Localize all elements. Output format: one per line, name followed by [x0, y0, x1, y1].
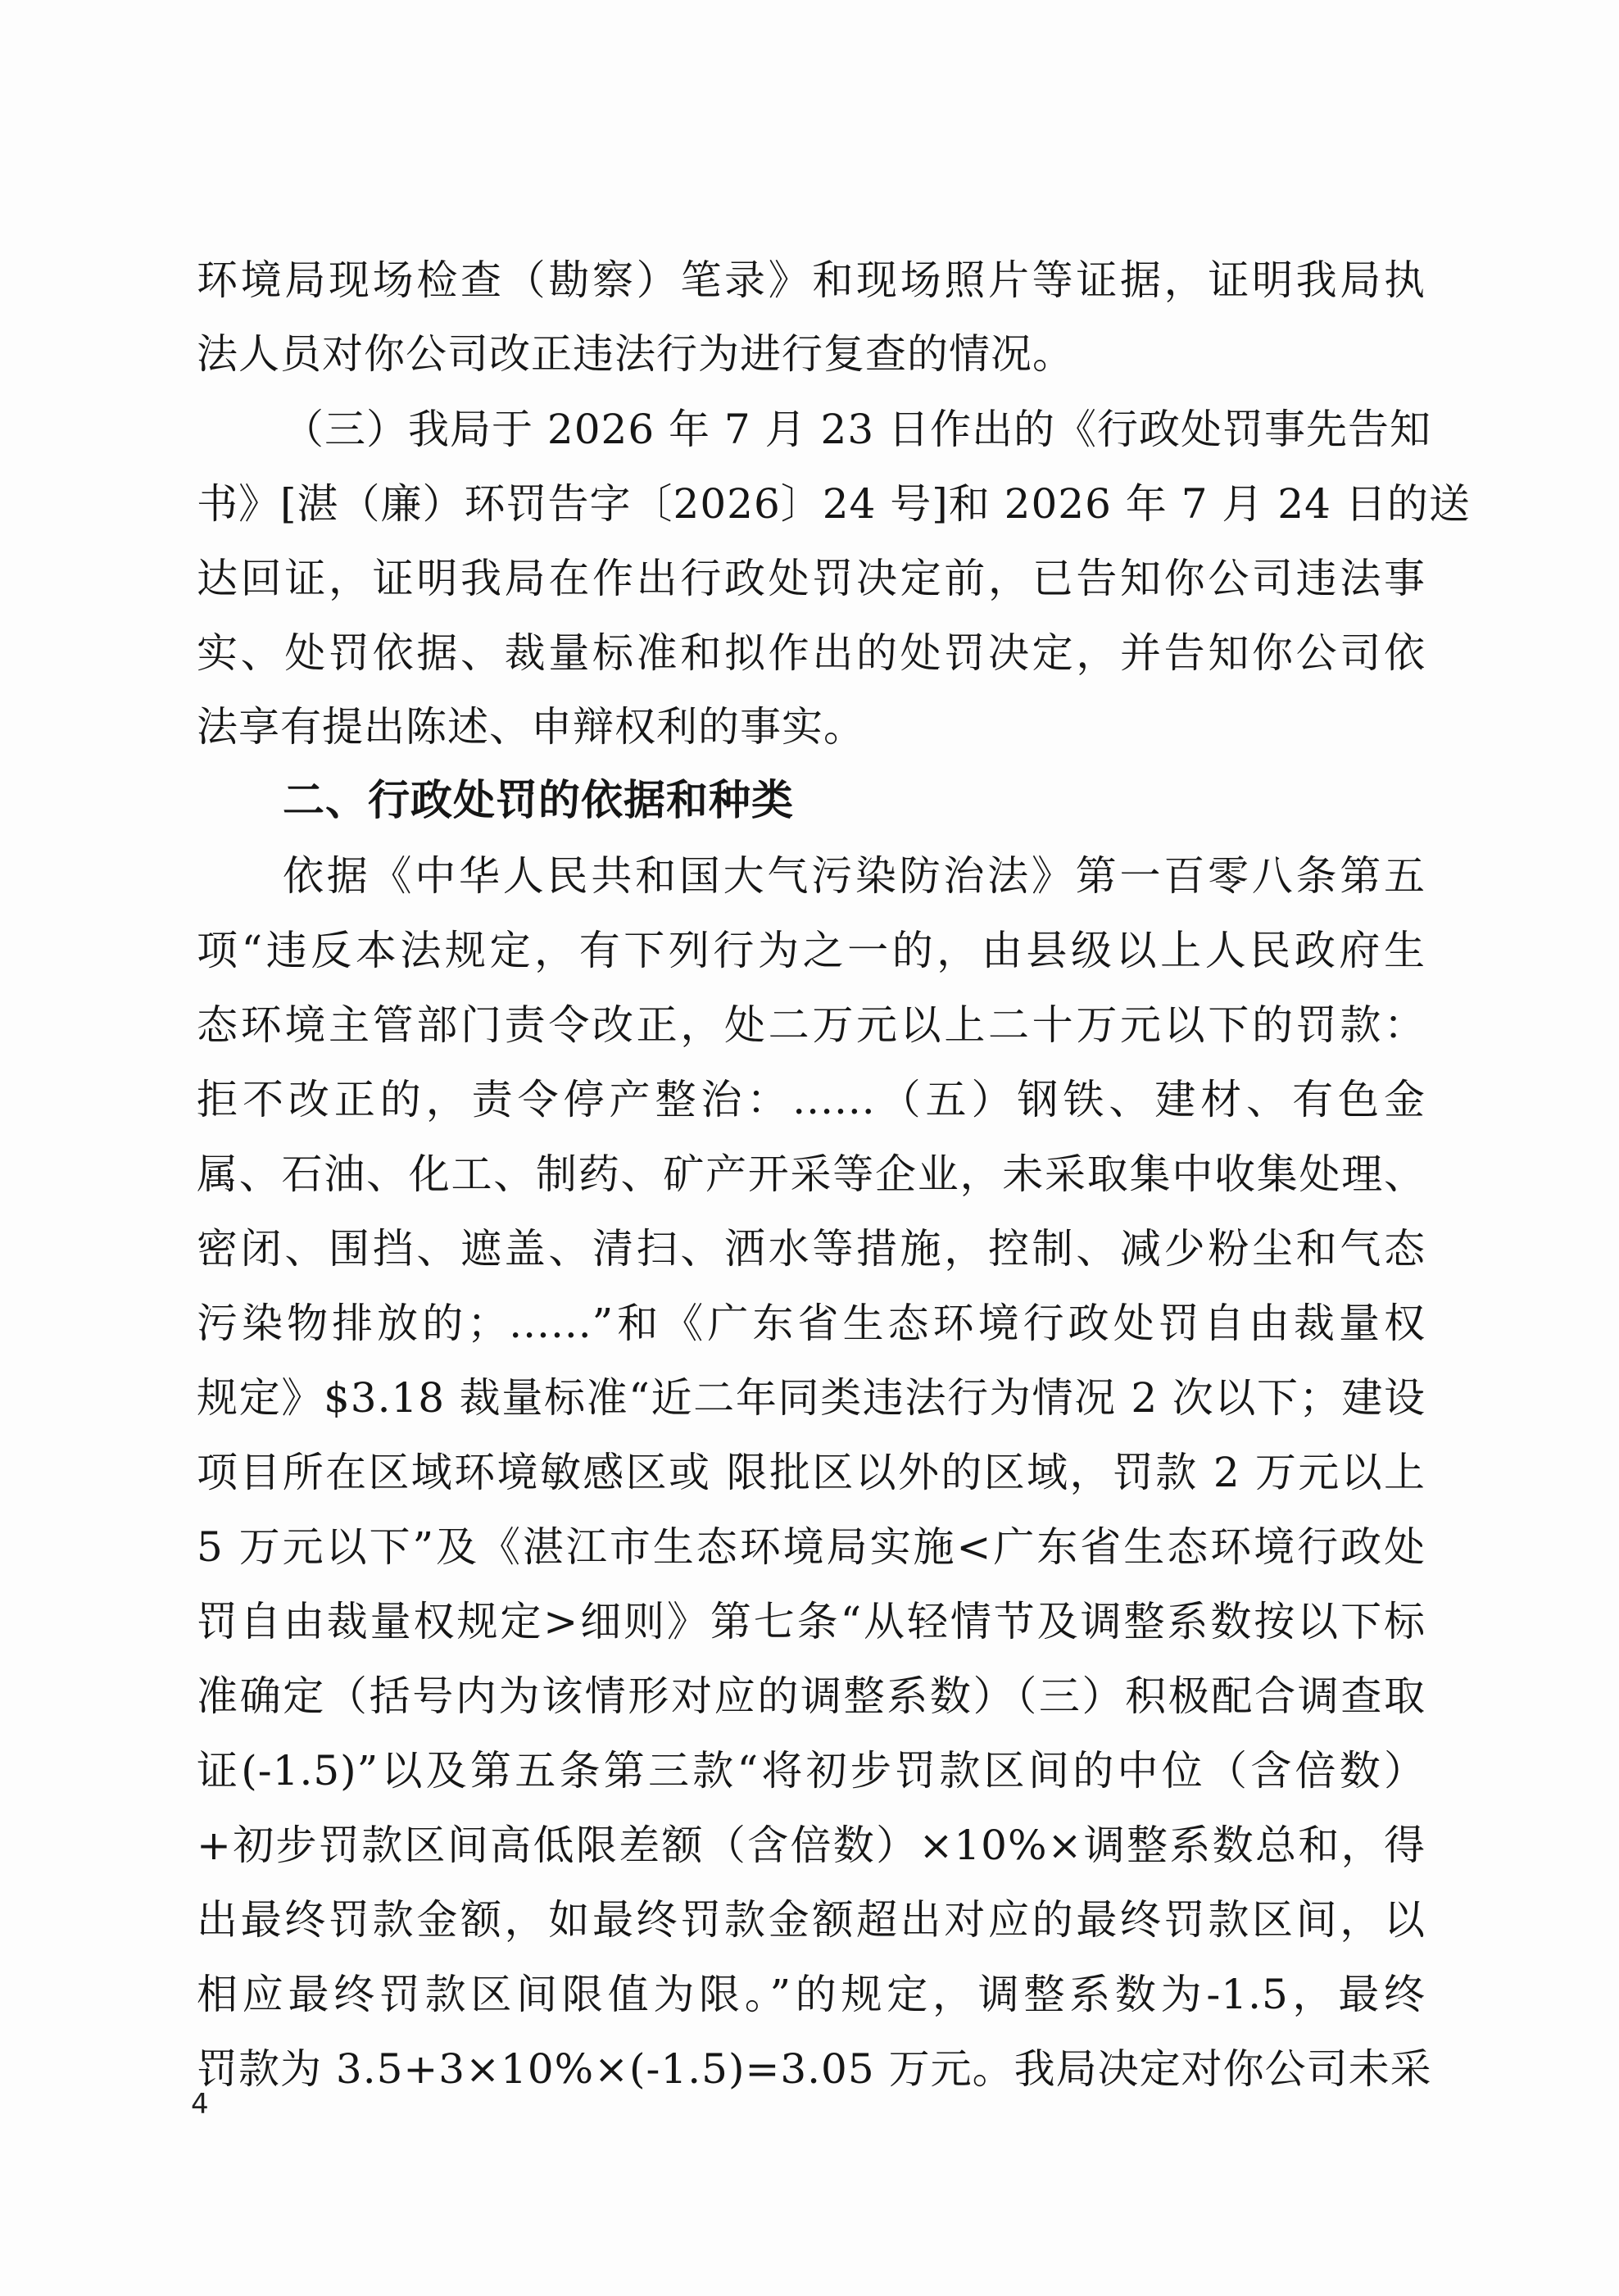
text-line-24: 相应最终罚款区间限值为限。”的规定，调整系数为-1.5，最终 — [197, 1971, 1426, 2018]
section-heading: 二、行政处罚的依据和种类 — [283, 777, 795, 825]
text-line-13: 属、石油、化工、制药、矿产开采等企业，未采取集中收集处理、 — [197, 1150, 1426, 1198]
text-line-4: 书》[湛（廉）环罚告字〔2026〕24 号]和 2026 年 7 月 24 日的送 — [197, 480, 1471, 528]
text-line-1: 环境局现场检查（勘察）笔录》和现场照片等证据，证明我局执 — [197, 256, 1426, 304]
text-line-25: 罚款为 3.5+3×10%×(-1.5)=3.05 万元。我局决定对你公司未采 — [197, 2045, 1432, 2093]
text-line-16: 规定》$3.18 裁量标准“近二年同类违法行为情况 2 次以下；建设 — [197, 1374, 1426, 1422]
text-line-23: 出最终罚款金额，如最终罚款金额超出对应的最终罚款区间，以 — [197, 1896, 1426, 1944]
text-line-21: 证(-1.5)”以及第五条第三款“将初步罚款区间的中位（含倍数） — [197, 1747, 1426, 1795]
text-line-10: 项“违反本法规定，有下列行为之一的，由县级以上人民政府生 — [197, 927, 1426, 974]
text-line-17: 项目所在区域环境敏感区或 限批区以外的区域，罚款 2 万元以上 — [197, 1449, 1426, 1496]
text-line-18: 5 万元以下”及《湛江市生态环境局实施<广东省生态环境行政处 — [197, 1523, 1426, 1571]
text-line-2: 法人员对你公司改正违法行为进行复查的情况。 — [197, 330, 1074, 378]
text-line-9: 依据《中华人民共和国大气污染防治法》第一百零八条第五 — [283, 852, 1426, 900]
text-line-22: +初步罚款区间高低限差额（含倍数）×10%×调整系数总和，得 — [197, 1822, 1426, 1869]
text-line-15: 污染物排放的；......”和《广东省生态环境行政处罚自由裁量权 — [197, 1300, 1426, 1347]
text-line-14: 密闭、围挡、遮盖、清扫、洒水等措施，控制、减少粉尘和气态 — [197, 1225, 1426, 1273]
page-number: 4 — [191, 2088, 209, 2121]
text-line-19: 罚自由裁量权规定>细则》第七条“从轻情节及调整系数按以下标 — [197, 1598, 1426, 1645]
text-line-12: 拒不改正的，责令停产整治：......（五）钢铁、建材、有色金 — [197, 1076, 1426, 1123]
text-line-11: 态环境主管部门责令改正，处二万元以上二十万元以下的罚款： — [197, 1001, 1426, 1049]
text-line-5: 达回证，证明我局在作出行政处罚决定前，已告知你公司违法事 — [197, 555, 1426, 602]
text-line-20: 准确定（括号内为该情形对应的调整系数）（三）积极配合调查取 — [197, 1672, 1426, 1720]
text-line-3: （三）我局于 2026 年 7 月 23 日作出的《行政处罚事先告知 — [283, 406, 1432, 453]
text-line-6: 实、处罚依据、裁量标准和拟作出的处罚决定，并告知你公司依 — [197, 629, 1426, 677]
text-line-7: 法享有提出陈述、申辩权利的事实。 — [197, 703, 865, 751]
